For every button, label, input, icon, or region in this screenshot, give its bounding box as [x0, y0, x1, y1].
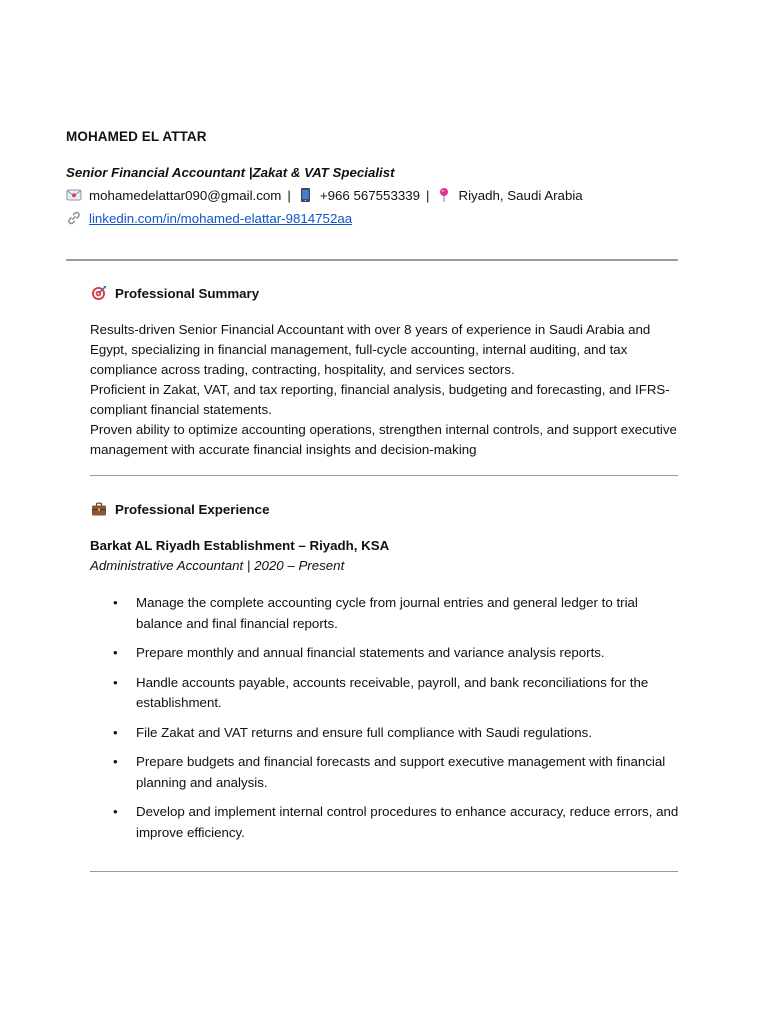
list-item [90, 593, 682, 634]
bullet-text: Prepare monthly and annual financial statements and variance analysis reports. [136, 645, 605, 660]
summary-paragraph: Proficient in Zakat, VAT, and tax reporting, financial analysis, budgeting and forecasting, and IFRS-compliant financial statements. [90, 382, 670, 417]
experience-divider [90, 871, 678, 872]
summary-divider [90, 475, 678, 476]
bullet-text: File Zakat and VAT returns and ensure full compliance with Saudi regulations. [136, 724, 593, 740]
pushpin-icon [436, 187, 452, 203]
bullet-marker: • [113, 724, 118, 740]
bullet-text: Develop and implement internal control procedures to enhance accuracy, reduce errors, and improve efficiency. [136, 804, 679, 840]
briefcase-icon [91, 501, 107, 517]
bullet-text: Handle accounts payable, accounts receivable, payroll, and bank reconciliations for the establishment. [136, 674, 649, 710]
list-item [90, 643, 682, 664]
summary-heading [91, 285, 259, 301]
job-title: Administrative Accountant | 2020 – Present [90, 558, 345, 573]
bullet-marker: • [113, 754, 118, 769]
company-name: Barkat AL Riyadh Establishment – Riyadh, KSA [90, 538, 390, 553]
bullet-text: Prepare budgets and financial forecasts and support executive management with financial planning and analysis. [136, 754, 666, 790]
summary-paragraph: Proven ability to optimize accounting operations, strengthen internal controls, and support executive management with accurate financial insights and decision-making [90, 422, 677, 457]
candidate-name: MOHAMED EL ATTAR [66, 129, 207, 144]
summary-title: Professional Summary [115, 285, 260, 301]
contact-separator: | [287, 187, 291, 203]
bullet-marker: • [113, 595, 118, 610]
envelope-icon [66, 187, 82, 203]
list-item [90, 673, 682, 714]
target-icon [91, 285, 107, 301]
location-text: Riyadh, Saudi Arabia [458, 187, 583, 203]
email-text[interactable]: mohamedelattar090@gmail.com [89, 187, 282, 203]
list-item [90, 752, 682, 793]
summary-paragraph: Results-driven Senior Financial Accountant with over 8 years of experience in Saudi Arabia and Egypt, specializing in financial management, full-cycle accounting, internal auditing, and tax compliance across trading, contracting, hospitality, and services sectors. [90, 322, 651, 377]
bullet-marker: • [113, 674, 118, 690]
bullet-marker: • [113, 645, 118, 660]
linkedin-row [66, 210, 352, 226]
summary-body [90, 320, 680, 460]
experience-heading [91, 501, 269, 517]
linkedin-link[interactable]: linkedin.com/in/mohamed-elattar-9814752aa [89, 210, 353, 226]
contact-separator: | [426, 187, 430, 203]
list-item [90, 802, 682, 843]
list-item [90, 723, 682, 744]
experience-title: Professional Experience [115, 501, 270, 517]
mobile-phone-icon [297, 187, 313, 203]
bullet-marker: • [113, 804, 118, 819]
bullet-text: Manage the complete accounting cycle from journal entries and general ledger to trial balance and final financial reports. [136, 595, 638, 631]
header-divider [66, 259, 678, 261]
contact-row [66, 187, 583, 203]
phone-text[interactable]: +966 567553339 [319, 187, 421, 203]
link-icon [66, 210, 82, 226]
experience-bullets [90, 593, 682, 852]
candidate-role: Senior Financial Accountant |Zakat & VAT Specialist [66, 165, 395, 180]
